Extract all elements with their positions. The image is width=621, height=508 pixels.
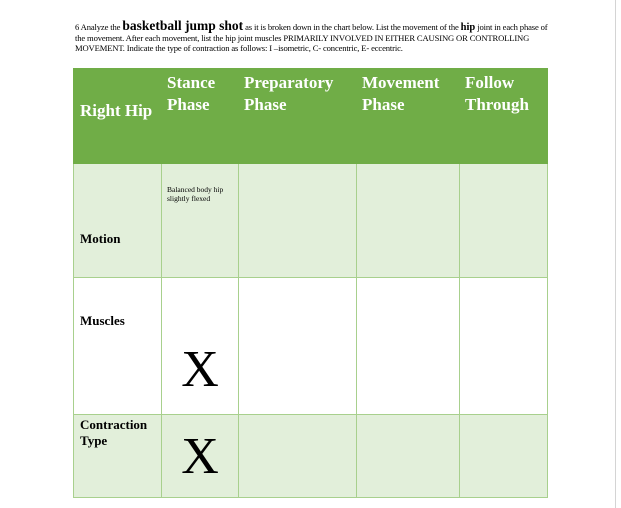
row-label-motion: Motion <box>74 164 162 278</box>
phase-header-movement: Movement Phase <box>357 69 460 164</box>
cell-muscles-movement[interactable] <box>357 278 460 415</box>
cell-contraction-stance[interactable] <box>162 415 239 498</box>
instructions-joint: hip <box>460 22 476 33</box>
phase-header-preparatory: Preparatory Phase <box>239 69 357 164</box>
motion-stance-note: Balanced body hip slightly flexed <box>167 185 224 203</box>
cell-muscles-preparatory[interactable] <box>239 278 357 415</box>
cell-muscles-follow-through[interactable] <box>460 278 548 415</box>
instructions-topic: basketball jump shot <box>122 18 244 33</box>
cell-contraction-preparatory[interactable] <box>239 415 357 498</box>
cell-motion-follow-through[interactable] <box>460 164 548 278</box>
contraction-stance-x-mark: X <box>181 428 219 485</box>
header-row <box>74 69 548 164</box>
instructions-paragraph <box>75 18 555 54</box>
instructions-middle: as it is broken down in the chart below. List the movement of the <box>243 22 461 32</box>
cell-muscles-stance[interactable] <box>162 278 239 415</box>
cell-contraction-follow-through[interactable] <box>460 415 548 498</box>
cell-contraction-movement[interactable] <box>357 415 460 498</box>
cell-motion-preparatory[interactable] <box>239 164 357 278</box>
table-row-muscles <box>74 278 548 415</box>
analysis-table <box>73 68 548 498</box>
cell-motion-stance[interactable] <box>162 164 239 278</box>
table-row-contraction <box>74 415 548 498</box>
corner-header: Right Hip <box>74 69 162 164</box>
muscles-stance-x-mark: X <box>181 341 219 398</box>
table-row-motion <box>74 164 548 278</box>
row-label-contraction: Contraction Type <box>74 415 162 498</box>
instructions-rest: joint in each phase of the movement. After each movement, list the hip joint muscles PRIMARILY INVOLVED IN EITHER CAUSING OR CONTROLLING MOVEMENT. Indicate the type of contraction as follows: I –isometric, C- concentric, E- eccentric. <box>75 22 548 54</box>
cell-motion-movement[interactable] <box>357 164 460 278</box>
row-label-muscles: Muscles <box>74 278 162 415</box>
phase-header-follow-through: Follow Through <box>460 69 548 164</box>
instructions-prefix: 6 Analyze the <box>75 22 123 32</box>
phase-header-stance: Stance Phase <box>162 69 239 164</box>
